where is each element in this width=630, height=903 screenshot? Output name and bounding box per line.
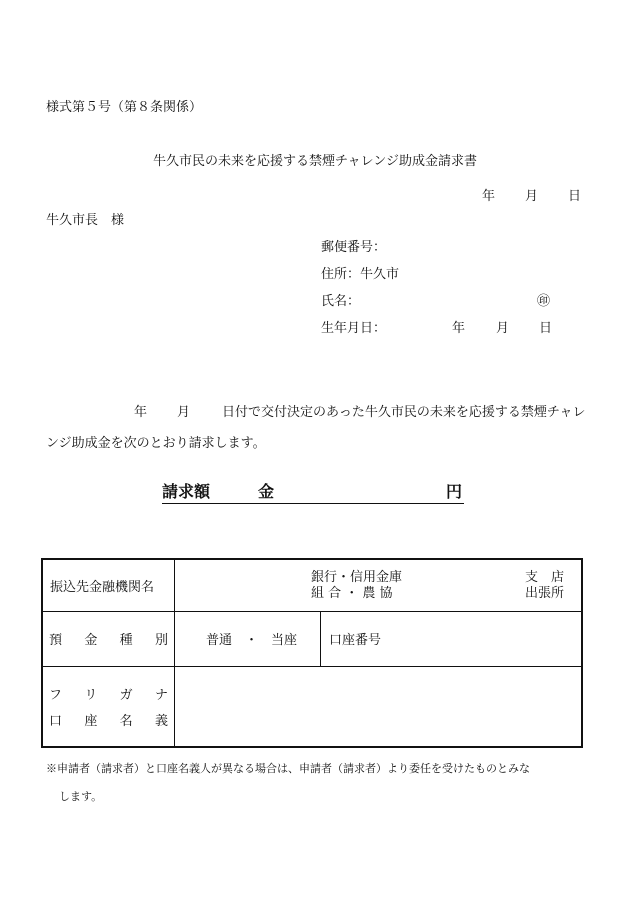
claim-kin-label: 金 bbox=[258, 482, 275, 501]
account-name-label bbox=[43, 710, 174, 729]
birth-year-label: 年 bbox=[452, 321, 466, 336]
furigana-label bbox=[43, 684, 174, 703]
address-label: 住所：牛久市 bbox=[321, 267, 400, 282]
bank-type-line1: 銀行・信用金庫 bbox=[311, 570, 403, 586]
request-statement bbox=[46, 397, 586, 459]
deposit-type-char: 別 bbox=[154, 633, 168, 648]
furigana-char: ガ bbox=[119, 687, 133, 703]
body-month-label: 月 bbox=[177, 405, 191, 420]
document-title: 牛久市民の未来を応援する禁煙チャレンジ助成金請求書 bbox=[153, 154, 477, 169]
birth-day-label: 日 bbox=[539, 321, 553, 336]
bank-account-table bbox=[41, 558, 583, 748]
birth-month-label: 月 bbox=[496, 321, 510, 336]
institution-label: 振込先金融機関名 bbox=[50, 579, 155, 595]
account-number-label: 口座番号 bbox=[329, 633, 382, 648]
account-name-label-cell bbox=[42, 666, 175, 747]
claim-yen-label: 円 bbox=[446, 482, 463, 501]
postal-code-label: 郵便番号： bbox=[321, 240, 387, 255]
furigana-char: ナ bbox=[154, 687, 168, 703]
account-name-char: 名 bbox=[119, 713, 133, 729]
addressee: 牛久市長 様 bbox=[46, 213, 125, 228]
birthdate-label: 生年月日： bbox=[321, 321, 387, 336]
deposit-type-char: 金 bbox=[84, 633, 98, 648]
note-line1: ※申請者（請求者）と口座名義人が異なる場合は、申請者（請求者）より委任を受けたものとみな bbox=[46, 762, 530, 775]
branch-line2: 出張所 bbox=[525, 586, 565, 602]
form-number: 様式第５号（第８条関係） bbox=[46, 100, 203, 115]
body-year-label: 年 bbox=[134, 405, 148, 420]
deposit-type-label-cell bbox=[42, 611, 175, 666]
branch-line1: 支 店 bbox=[525, 570, 565, 586]
deposit-type-char: 預 bbox=[49, 633, 63, 648]
furigana-char: リ bbox=[84, 687, 98, 703]
date-year-label: 年 bbox=[482, 189, 496, 204]
body-statement-text: 日付で交付決定のあった牛久市民の未来を応援する禁煙チャレンジ助成金を次のとおり請求します。 bbox=[46, 405, 586, 451]
deposit-type-char: 種 bbox=[119, 633, 133, 648]
deposit-type-label bbox=[43, 629, 174, 648]
note-line2: します。 bbox=[59, 790, 103, 803]
claim-amount-label: 請求額 bbox=[162, 482, 211, 501]
account-name-char: 義 bbox=[154, 713, 168, 729]
date-day-label: 日 bbox=[568, 189, 582, 204]
institution-name-field[interactable] bbox=[175, 559, 583, 611]
bank-type-line2: 組 合 ・ 農 協 bbox=[311, 586, 393, 602]
account-name-field[interactable] bbox=[175, 666, 583, 747]
claim-amount bbox=[162, 484, 464, 504]
furigana-char: フ bbox=[49, 687, 63, 703]
account-name-char: 口 bbox=[49, 713, 63, 729]
date-month-label: 月 bbox=[525, 189, 539, 204]
name-label: 氏名： bbox=[321, 294, 361, 309]
delegation-note bbox=[46, 755, 586, 811]
institution-label-cell bbox=[42, 559, 175, 611]
deposit-type-options: 普通 ・ 当座 bbox=[206, 633, 298, 648]
seal-icon: ㊞ bbox=[537, 294, 551, 309]
deposit-type-field[interactable] bbox=[175, 611, 321, 666]
account-number-field[interactable] bbox=[321, 611, 583, 666]
account-name-char: 座 bbox=[84, 713, 98, 729]
